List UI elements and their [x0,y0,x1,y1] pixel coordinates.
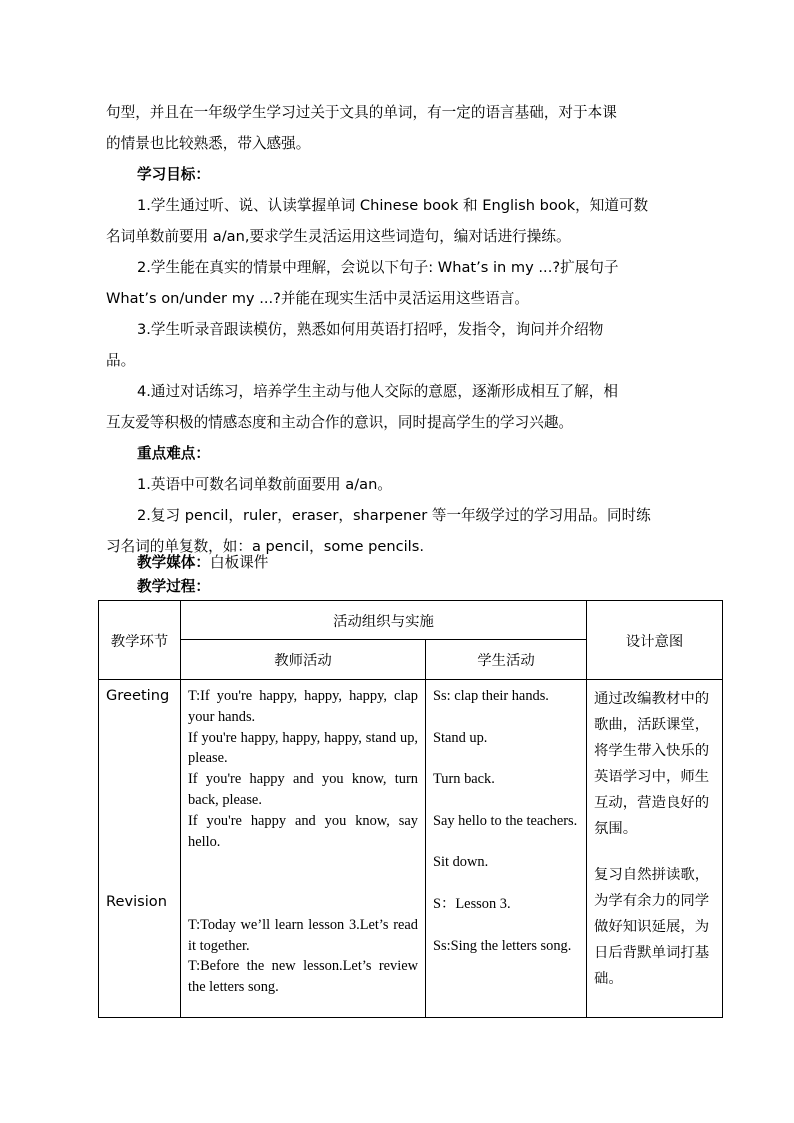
student-activity-cell [426,680,587,1018]
media-line [106,550,686,576]
intent-revision: 复习自然拼读歌，为学有余力的同学做好知识延展，为日后背默单词打基础。 [594,867,710,987]
objectives-section [106,159,686,438]
intro-line: 的情景也比较熟悉，带入感强。 [106,135,311,152]
objective-line: 名词单数前要用 a/an,要求学生灵活运用这些词造句，编对话进行操练。 [106,228,571,245]
design-intent-cell [587,680,723,1018]
key-points-heading: 重点难点： [137,445,210,462]
objective-line: 3.学生听录音跟读模仿，熟悉如何用英语打招呼，发指令，询问并介绍物 [137,321,604,338]
teacher-line: If you're happy and you know, turn back, please. [188,771,418,808]
objective-line: What’s on/under my ...?并能在现实生活中灵活运用这些语言。 [106,290,529,307]
header-activity: 活动组织与实施 [181,601,587,640]
objective-line: 品。 [106,352,136,369]
objective-line: 1.学生通过听、说、认读掌握单词 Chinese book 和 English book，知道可数 [137,197,649,214]
student-line: Turn back. [433,771,495,788]
student-line: Ss:Sing the letters song. [433,937,572,954]
teacher-line: T:Before the new lesson.Let’s review the letters song. [188,958,418,996]
objective-line: 2.学生能在真实的情景中理解，会说以下句子: What’s in my ...?扩展句子 [137,259,619,276]
objectives-heading: 学习目标： [137,166,210,183]
student-line: Say hello to the teachers. [433,812,578,829]
stage-cell [99,680,181,1018]
stage-greeting: Greeting [106,687,170,704]
key-point-line: 习名词的单复数，如：a pencil，some pencils. [106,538,424,555]
key-point-line: 1.英语中可数名词单数前面要用 a/an。 [137,476,392,493]
student-line: Ss: clap their hands. [433,688,549,704]
teacher-line: If you're happy and you know, say hello. [188,812,418,850]
intro-line: 句型，并且在一年级学生学习过关于文具的单词，有一定的语言基础，对于本课 [106,104,617,121]
media-value: 白板课件 [209,554,269,571]
process-heading: 教学过程： [137,578,210,595]
teaching-process-table [98,600,723,1018]
key-points-section [106,438,686,562]
stage-revision: Revision [106,893,167,910]
teacher-activity-cell [181,680,426,1018]
student-line: S：Lesson 3. [433,895,511,912]
objective-line: 4.通过对话练习，培养学生主动与他人交际的意愿，逐渐形成相互了解，相 [137,383,618,400]
header-student: 学生活动 [426,640,587,680]
objective-line: 互友爱等积极的情感态度和主动合作的意识，同时提高学生的学习兴趣。 [106,414,574,431]
key-point-line: 2.复习 pencil，ruler，eraser，sharpener 等一年级学过的学习用品。同时练 [137,507,651,524]
header-stage: 教学环节 [99,601,181,680]
intent-greeting: 通过改编教材中的歌曲，活跃课堂，将学生带入快乐的英语学习中，师生互动，营造良好的氛围。 [594,691,710,837]
header-intent: 设计意图 [587,601,723,680]
media-label: 教学媒体： [137,554,210,571]
intro-section [106,97,686,159]
header-teacher: 教师活动 [181,640,426,680]
teacher-line: If you're happy, happy, happy, stand up, please. [188,729,418,767]
teacher-line: T:If you're happy, happy, happy, clap your hands. [188,688,418,725]
student-line: Sit down. [433,854,489,871]
teacher-line: T:Today we’ll learn lesson 3.Let’s read it together. [188,916,418,954]
process-heading-wrap [106,574,686,600]
student-line: Stand up. [433,729,488,746]
